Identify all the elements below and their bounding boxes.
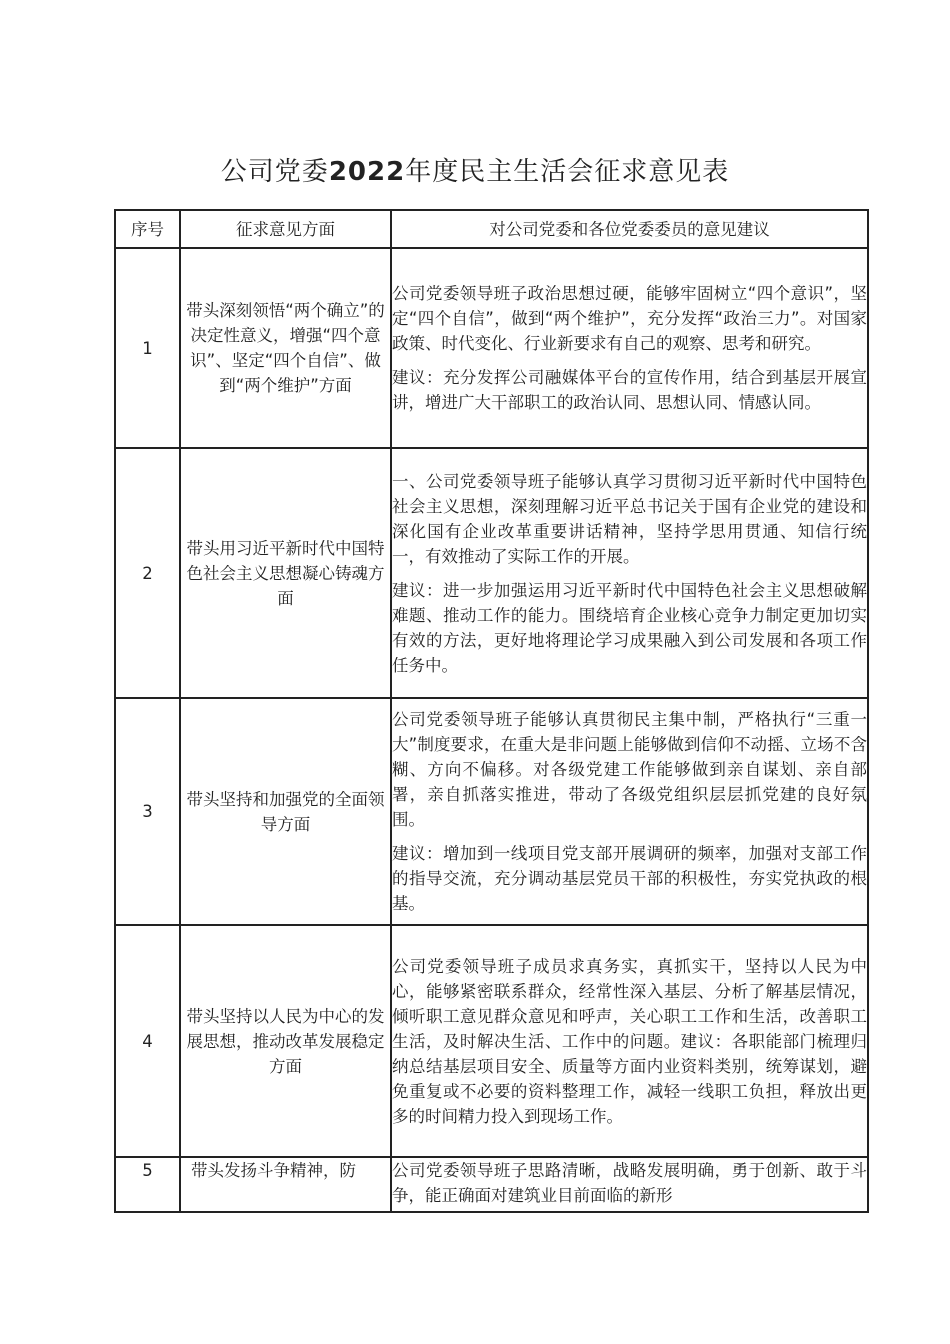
row-aspect: 带头发扬斗争精神，防 [180,1157,391,1212]
header-num: 序号 [115,210,180,248]
opinion-paragraph: 公司党委领导班子成员求真务实，真抓实干，坚持以人民为中心，能够紧密联系群众，经常性深入基层、分析了解基层情况，倾听职工意见群众意见和呼声，关心职工工作和生活，改善职工生活，及时解决生活、工作中的问题。建议：各职能部门梳理归纳总结基层项目安全、质量等方面内业资料类别，统筹谋划，避免重复或不必要的资料整理工作，减轻一线职工负担，释放出更多的时间精力投入到现场工作。 [392,956,867,1126]
opinion-paragraph: 公司党委领导班子思路清晰，战略发展明确，勇于创新、敢于斗争，能正确面对建筑业目前面临的新形 [392,1161,867,1205]
opinion-paragraph: 公司党委领导班子能够认真贯彻民主集中制，严格执行“三重一大”制度要求，在重大是非问题上能够做到信仰不动摇、立场不含糊、方向不偏移。对各级党建工作能够做到亲自谋划、亲自部署，亲自抓落实推进，带动了各级党组织层层抓党建的良好氛围。 [392,710,867,829]
row-number: 2 [115,448,180,698]
title-suffix: 年度民主生活会征求意见表 [405,157,730,187]
row-opinion [391,448,868,698]
opinion-paragraph: 一、公司党委领导班子能够认真学习贯彻习近平新时代中国特色社会主义思想，深刻理解习近平总书记关于国有企业党的建设和深化国有企业改革重要讲话精神，坚持学思用贯通、知信行统一，有效推动了实际工作的开展。 [392,471,867,566]
suggestion-paragraph: 建议：进一步加强运用习近平新时代中国特色社会主义思想破解难题、推动工作的能力。围绕培育企业核心竞争力制定更加切实有效的方法，更好地将理论学习成果融入到公司发展和各项工作任务中。 [392,580,867,675]
opinion-table [114,209,869,1213]
row-number: 4 [115,925,180,1157]
title-prefix: 公司党委 [220,157,329,187]
row-number: 3 [115,698,180,925]
table-row [115,1157,868,1212]
row-aspect: 带头坚持以人民为中心的发展思想，推动改革发展稳定方面 [180,925,391,1157]
row-opinion [391,925,868,1157]
table-header-row [115,210,868,248]
row-number: 1 [115,248,180,448]
table-row [115,248,868,448]
row-opinion [391,698,868,925]
row-opinion [391,1157,868,1212]
suggestion-paragraph: 建议：增加到一线项目党支部开展调研的频率，加强对支部工作的指导交流，充分调动基层党员干部的积极性，夯实党执政的根基。 [392,844,867,913]
opinion-paragraph: 公司党委领导班子政治思想过硬，能够牢固树立“四个意识”，坚定“四个自信”，做到“两个维护”，充分发挥“政治三力”。对国家政策、时代变化、行业新要求有自己的观察、思考和研究。 [392,284,867,353]
row-number: 5 [115,1157,180,1212]
row-aspect: 带头用习近平新时代中国特色社会主义思想凝心铸魂方面 [180,448,391,698]
row-aspect: 带头坚持和加强党的全面领导方面 [180,698,391,925]
header-opinion: 对公司党委和各位党委委员的意见建议 [391,210,868,248]
table-row [115,698,868,925]
row-aspect: 带头深刻领悟“两个确立”的决定性意义，增强“四个意识”、坚定“四个自信”、做到“两个维护”方面 [180,248,391,448]
table-row [115,925,868,1157]
table-row [115,448,868,698]
header-aspect: 征求意见方面 [180,210,391,248]
page-title [0,152,950,192]
suggestion-paragraph: 建议：充分发挥公司融媒体平台的宣传作用，结合到基层开展宣讲，增进广大干部职工的政治认同、思想认同、情感认同。 [392,368,867,412]
title-year: 2022 [328,157,406,187]
row-opinion [391,248,868,448]
